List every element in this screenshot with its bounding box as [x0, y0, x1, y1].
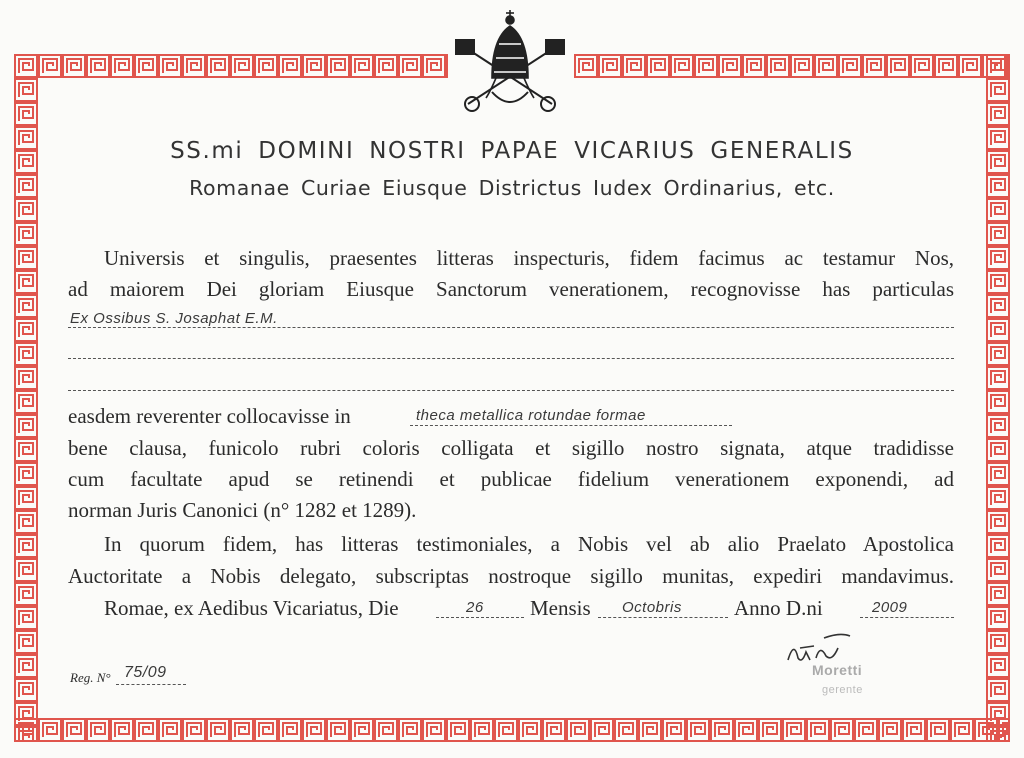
date-month-label: Mensis [530, 596, 591, 620]
greek-key-border-top-right [574, 54, 1010, 78]
stamp-sub: gerente [822, 684, 863, 696]
dotted-line-container [410, 425, 732, 426]
body-line-1: Universis et singulis, praesentes litteras inspecturis, fidem facimus ac testamur Nos, [104, 246, 954, 270]
dotted-line-1 [68, 327, 954, 328]
container-description: theca metallica rotundae formae [416, 407, 646, 424]
document-subtitle: Romanae Curiae Eiusque Districtus Iudex Ordinarius, etc. [189, 176, 835, 200]
date-month: Octobris [622, 599, 682, 616]
document-title: SS.mi DOMINI NOSTRI PAPAE VICARIUS GENERALIS [170, 138, 854, 164]
body-line-5: cum facultate apud se retinendi et publicae fidelium venerationem exponendi, ad [68, 467, 954, 491]
dotted-line-day [436, 617, 524, 618]
body-line-8: Auctoritate a Nobis delegato, subscriptas nostroque sigillo munitas, expediri mandavimus. [68, 564, 954, 588]
date-year-label: Anno D.ni [734, 596, 823, 620]
registry-label: Reg. N° [70, 670, 111, 685]
body-line-7: In quorum fidem, has litteras testimoniales, a Nobis vel ab alio Praelato Apostolica [104, 532, 954, 556]
body-line-2: ad maiorem Dei gloriam Eiusque Sanctorum venerationem, recognovisse has particulas [68, 277, 954, 301]
registry-number: 75/09 [124, 664, 167, 681]
date-prefix: Romae, ex Aedibus Vicariatus, Die [104, 596, 399, 620]
body-line-6: norman Juris Canonici (n° 1282 et 1289). [68, 498, 417, 522]
dotted-line-registry [116, 684, 186, 685]
dotted-line-3 [68, 390, 954, 391]
date-year: 2009 [872, 599, 908, 616]
relic-name: Ex Ossibus S. Josaphat E.M. [70, 310, 278, 327]
greek-key-border-bottom [14, 718, 1010, 742]
stamp-name: Moretti [812, 662, 863, 678]
greek-key-border-top-left [14, 54, 448, 78]
dotted-line-year [860, 617, 954, 618]
body-line-collocavisse: easdem reverenter collocavisse in [68, 404, 351, 428]
body-line-4: bene clausa, funicolo rubri coloris colligata et sigillo nostro signata, atque tradidisse [68, 436, 954, 460]
dotted-line-month [598, 617, 728, 618]
dotted-line-2 [68, 358, 954, 359]
date-day: 26 [466, 599, 484, 616]
papal-tiara-keys-icon [452, 8, 568, 116]
